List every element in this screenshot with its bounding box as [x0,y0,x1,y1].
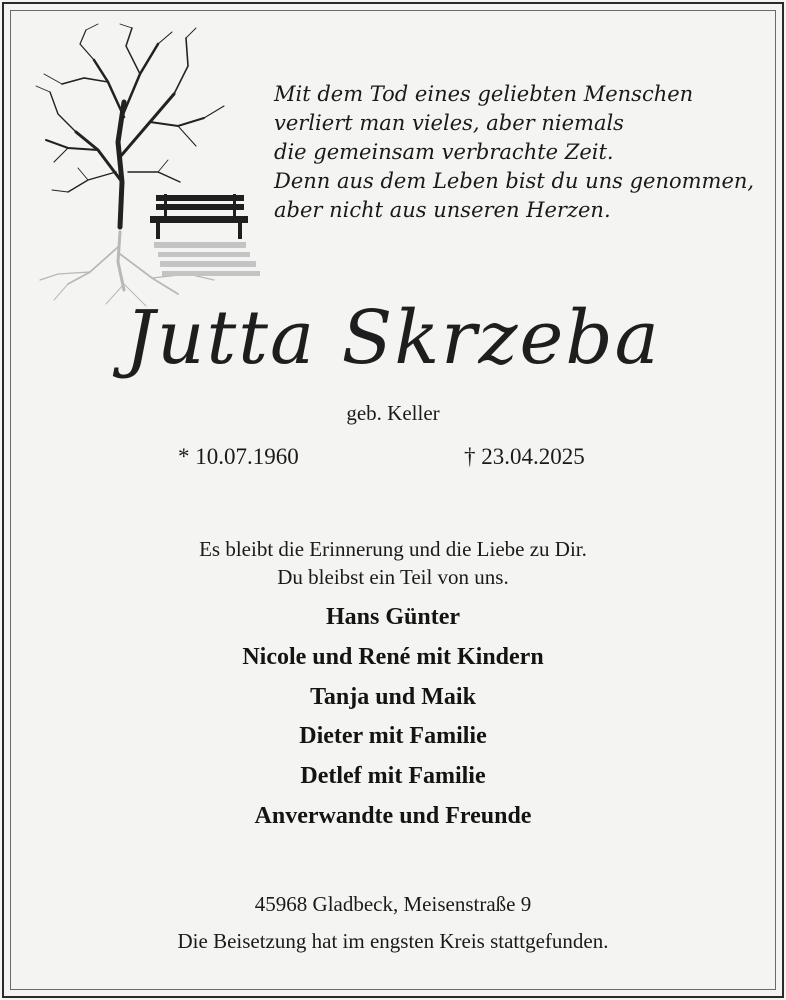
quote-line: Mit dem Tod eines geliebten Menschen [274,82,694,106]
quote-line: verliert man vieles, aber niemals [274,111,624,135]
mourner-name: Detlef mit Familie [300,763,486,790]
death-date: † 23.04.2025 [464,444,585,469]
mourner-name: Hans Günter [325,604,460,630]
remembrance-saying [0,535,786,591]
memorial-quote [274,80,764,225]
mourner-name: Nicole und René mit Kindern [242,643,544,670]
park-bench-icon [150,194,248,239]
quote-line: aber nicht aus unseren Herzen. [274,198,611,222]
mourner-name: Anverwandte und Freunde [254,802,532,829]
maiden-name: geb. Keller [346,401,440,425]
saying-line: Du bleibst ein Teil von uns. [277,565,509,589]
burial-notice: Die Beisetzung hat im engsten Kreis stattgefunden. [177,929,609,953]
bench-reflection [154,242,260,276]
quote-line: die gemeinsam verbrachte Zeit. [274,140,614,164]
tree-bench-illustration [28,22,268,312]
saying-line: Es bleibt die Erinnerung und die Liebe zu Dir. [199,537,587,561]
address: 45968 Gladbeck, Meisenstraße 9 [254,892,532,916]
birth-date: * 10.07.1960 [178,444,299,469]
deceased-name: Jutta Skrzeba [125,295,661,381]
quote-line: Denn aus dem Leben bist du uns genommen, [274,169,755,193]
mourner-name: Dieter mit Familie [299,723,487,750]
mourner-name: Tanja und Maik [310,683,476,710]
mourners-list [0,598,786,837]
